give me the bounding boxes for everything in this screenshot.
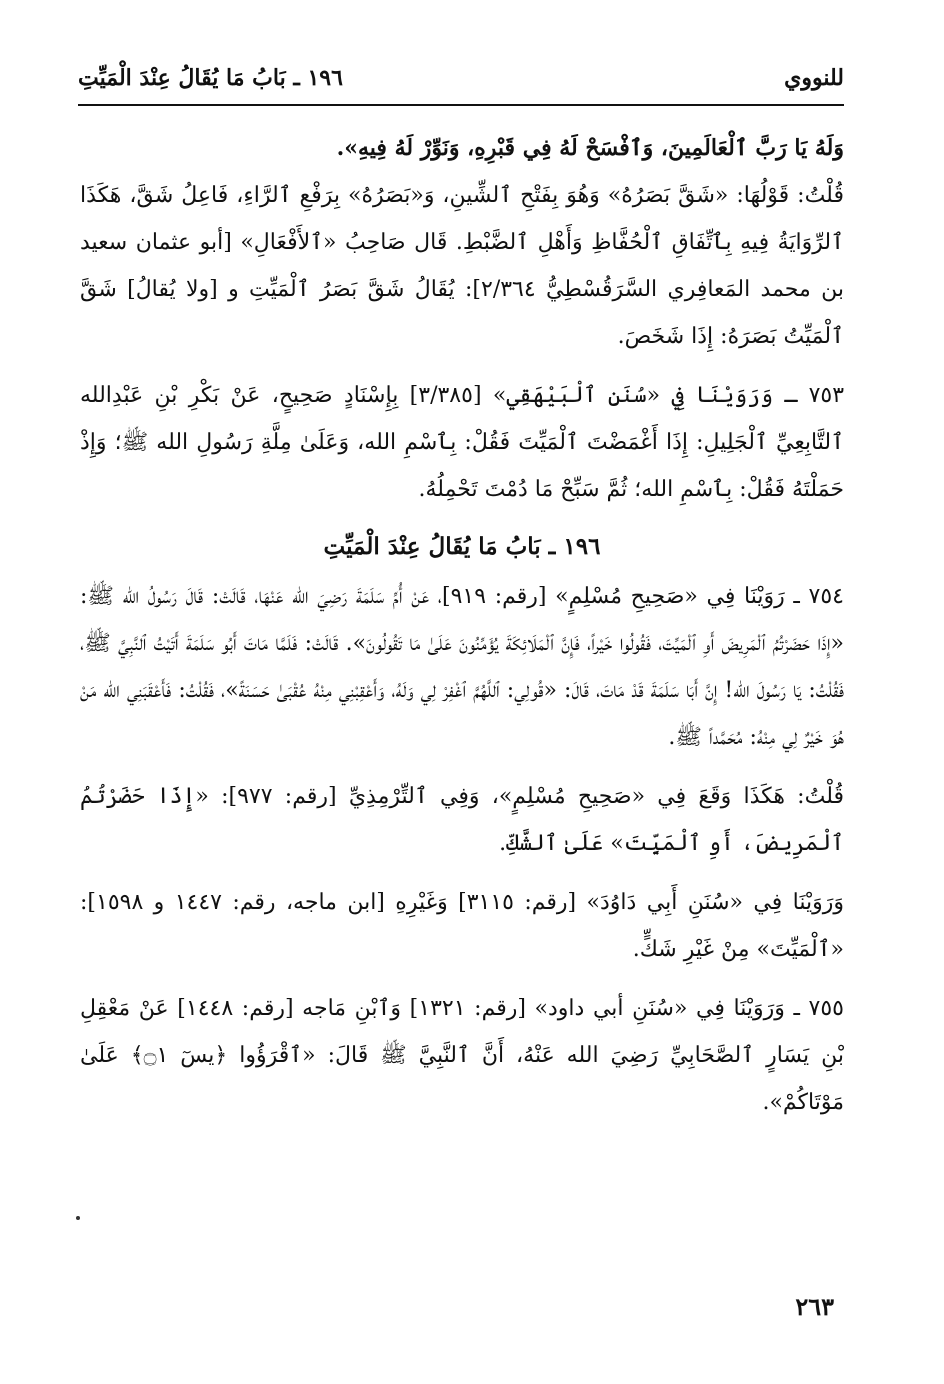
header-author: للنووي xyxy=(784,65,844,91)
paragraph-755: ٧٥٥ ـ وَرَوَيْنَا فِي «سُنَنِ أبي داود» [رقم: ١٣٢١] وَٱبْنِ مَاجه [رقم: ١٤٤٨] عَنْ مَعْقِلِ بْنِ يَسَارٍ ٱلصَّحَابِيِّ رَضِيَ الله عَنْهُ، أَنَّ ٱلنَّبِيَّ ﷺ قَالَ: «ٱقْرَؤُوا ﴿يسٓ ۝١﴾ عَلَىٰ مَوْتَاكُمْ». xyxy=(80,996,844,1115)
paragraph-note-2: وَرَوَيْنَا فِي «سُنَنِ أَبِي دَاوُدَ» [رقم: ٣١١٥] وَغَيْرِهِ [ابن ماجه، رقم: ١٤٤٧ و ١٥٩٨]: «ٱلْمَيِّتَ» مِنْ غَيْرِ شَكٍّ. xyxy=(80,890,844,962)
header-divider xyxy=(78,104,844,106)
paragraph-2: قُلْتُ: قَوْلُهَا: «شَقَّ بَصَرُهُ» وَهُوَ بِفَتْحِ ٱلشِّينِ، وَ«بَصَرُهُ» بِرَفْعِ ٱلرَّاءِ، فَاعِلُ شَقَّ، هَكَذَا ٱلرِّوَايَةُ فِيهِ بِٱتِّفَاقِ ٱلْحُفَّاظِ وَأَهْلِ ٱلضَّبْطِ. قَال صَاحِبُ «ٱلأَفْعَالِ» [أبو عثمان سعيد بن محمد المَعافِري السَّرَقُسْطِيُّ ٢/٣٦٤]: يُقَالُ شَقَّ بَصَرُ ٱلْمَيِّتِ و [ولا يُقالُ] شَقَّ ٱلْمَيِّتُ بَصَرَهُ: إِذَا شَخَصَ. xyxy=(80,183,844,349)
running-header xyxy=(78,58,844,98)
margin-dot xyxy=(76,1216,80,1220)
paragraph-754: ٧٥٤ ـ رَوَيْنَا فِي «صَحِيحِ مُسْلِمٍ» [رقم: ٩١٩]، عَنْ أُمِّ سَلَمَةَ رَضِيَ الله عَنْهَا، قَالَتْ: قَالَ رَسُولُ الله ﷺ: «إِذَا حَضَرْتُمُ ٱلْمَرِيضَ أَوِ ٱلْمَيِّتَ، فَقُولُوا خَيْراً، فَإِنَّ ٱلْمَلَائِكَةَ يُؤَمِّنُونَ عَلَىٰ مَا تَقُولُونَ». قَالَتْ: فَلَمَّا مَاتَ أَبُو سَلَمَةَ أَتَيْتُ ٱلنَّبِيَّ ﷺ، فَقُلْتُ: يَا رَسُولَ الله! إِنَّ أَبَا سَلَمَةَ قَدْ مَاتَ، قَالَ: «قُولِي: ٱللَّهُمَّ ٱغْفِرْ لِي وَلَهُ، وَأَعْقِبْنِي مِنْهُ عُقْبَىٰ حَسَنَةً»، فَقُلْتُ: فَأَعْقَبَنِي الله مَنْ هُوَ خَيْرٌ لِي مِنْهُ: مُحَمَّداً ﷺ. xyxy=(80,584,844,750)
paragraph-753: ٧٥٣ ـ وَرَوَيْنَا فِي «سُنَنِ ٱلْبَيْهَقِي» [٣/٣٨٥] بِإِسْنَادٍ صَحِيحٍ، عَنْ بَكْرِ بْنِ عَبْدِالله ٱلتَّابِعِيِّ ٱلْجَلِيلِ: إِذَا أَغْمَضْتَ ٱلْمَيِّتَ فَقُلْ: بِٱسْمِ الله، وَعَلَىٰ مِلَّةِ رَسُولِ الله ﷺ؛ وَإِذْ حَمَلْتَهُ فَقُلْ: بِٱسْمِ الله؛ ثُمَّ سَبِّحْ مَا دُمْتَ تَحْمِلُهُ. xyxy=(80,383,845,502)
paragraph-note-1: قُلْتُ: هَكَذَا وَقَعَ فِي «صَحِيحِ مُسْلِمٍ»، وَفِي ٱلتِّرْمِذِيِّ [رقم: ٩٧٧]: «إِذَا حَضَرْتُمُ ٱلْمَرِيضَ، أَوِ ٱلْمَيِّتَ» عَلَىٰ ٱلشَّكِّ. xyxy=(80,784,844,856)
page-number: ٢٦٣ xyxy=(795,1292,834,1321)
chapter-heading: ١٩٦ ـ بَابُ مَا يُقَالُ عِنْدَ الْمَيِّتِ xyxy=(323,533,601,560)
header-chapter-title: ١٩٦ ـ بَابُ مَا يُقَالُ عِنْدَ الْمَيِّتِ xyxy=(78,65,343,91)
page-body xyxy=(80,125,844,1126)
paragraph-1: وَلَهُ يَا رَبَّ ٱلْعَالَمِينَ، وَٱفْسَحْ لَهُ فِي قَبْرِهِ، وَنَوِّرْ لَهُ فِيهِ». xyxy=(336,135,844,161)
